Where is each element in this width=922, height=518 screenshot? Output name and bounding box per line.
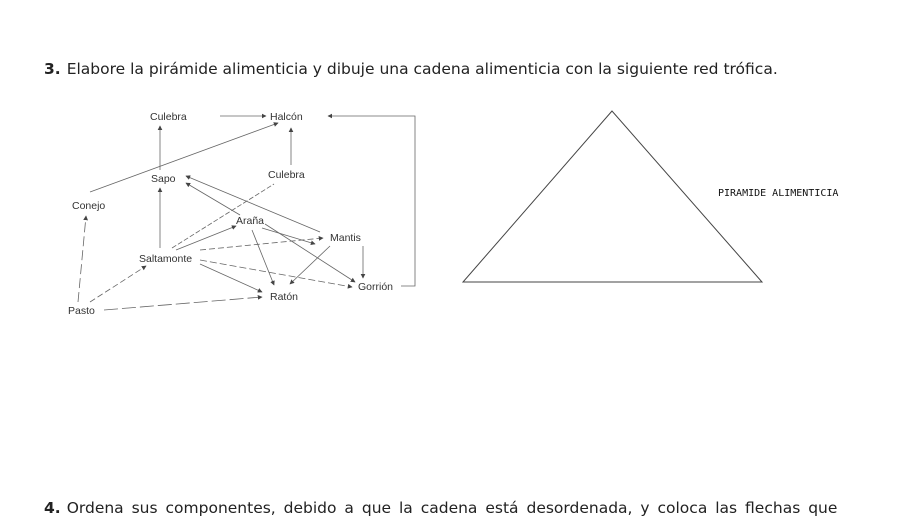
node-saltamonte: Saltamonte	[139, 253, 193, 265]
pyramid-label: PIRAMIDE ALIMENTICIA	[718, 188, 839, 199]
edge-gorrion-halcon	[328, 116, 415, 286]
node-halcon: Halcón	[270, 111, 303, 123]
node-pasto: Pasto	[68, 305, 95, 317]
node-sapo: Sapo	[151, 173, 176, 185]
question-4-number: 4.	[44, 499, 61, 517]
edge-mantis-raton	[290, 246, 330, 284]
node-raton: Ratón	[270, 291, 299, 303]
edge-conejo-halcon	[90, 123, 278, 192]
node-arana: Araña	[236, 215, 265, 227]
node-culebra-top: Culebra	[150, 111, 187, 123]
edge-arana-sapo	[186, 183, 240, 215]
question-4-text: Ordena sus componentes, debido a que la cadena está desordenada, y coloca las flechas que	[66, 499, 838, 517]
edge-saltamonte-gorrion	[200, 260, 352, 287]
question-3-number: 3.	[44, 60, 61, 78]
node-conejo: Conejo	[72, 200, 106, 212]
edge-arana-raton	[252, 230, 274, 285]
edge-saltamonte-mantis	[200, 238, 323, 250]
edge-saltamonte-arana	[176, 226, 236, 250]
edge-pasto-raton	[104, 297, 262, 310]
node-mantis: Mantis	[330, 232, 361, 244]
node-gorrion: Gorrión	[358, 281, 394, 293]
edge-arana-mantis	[262, 228, 315, 244]
node-culebra-mid: Culebra	[268, 169, 305, 181]
edge-pasto-conejo	[78, 216, 86, 302]
edge-pasto-saltamonte	[90, 266, 146, 302]
edge-saltamonte-raton	[200, 264, 262, 292]
question-3-text: Elabore la pirámide alimenticia y dibuje una cadena alimenticia con la siguiente red trófica.	[66, 60, 778, 78]
question-4	[44, 499, 837, 517]
